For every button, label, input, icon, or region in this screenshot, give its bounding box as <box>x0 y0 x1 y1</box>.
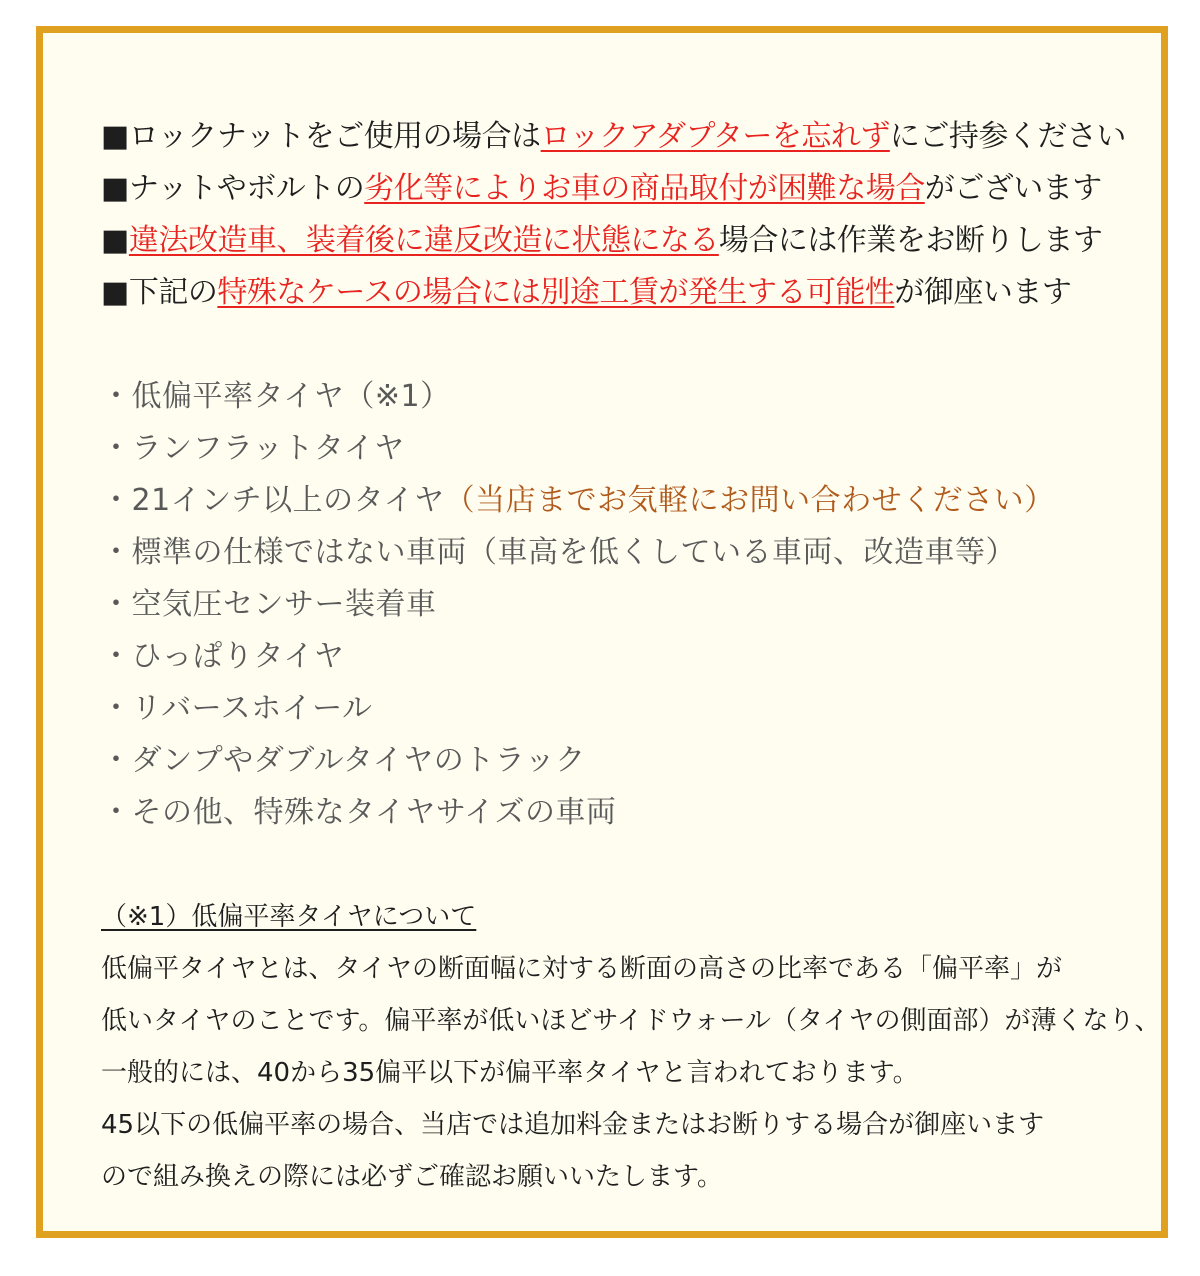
warning-prefix: ■ロックナットをご使用の場合は <box>101 119 541 154</box>
case-text: ・低偏平率タイヤ（※1） <box>101 379 451 414</box>
case-item <box>101 423 1161 475</box>
case-item <box>101 787 1161 839</box>
warning-suffix: がございます <box>924 171 1102 206</box>
case-text: ・空気圧センサー装着車 <box>101 587 437 622</box>
case-item <box>101 683 1161 735</box>
warning-emphasis: 特殊なケースの場合には別途工賃が発生する可能性 <box>217 275 895 310</box>
case-note: （当店までお気軽にお問い合わせください） <box>444 483 1055 518</box>
warning-emphasis: 劣化等によりお車の商品取付が困難な場合 <box>364 171 925 206</box>
warning-item <box>101 267 1161 319</box>
case-text: ・21インチ以上のタイヤ <box>101 483 445 518</box>
warning-suffix: にご持参ください <box>889 119 1126 154</box>
warning-prefix: ■ナットやボルトの <box>101 171 365 206</box>
warning-suffix: 場合には作業をお断りします <box>718 223 1103 258</box>
warning-item <box>101 163 1161 215</box>
footnote-line: 低いタイヤのことです。偏平率が低いほどサイドウォール（タイヤの側面部）が薄くなり、 <box>101 1006 1161 1036</box>
notice-card <box>36 26 1168 1238</box>
footnote-line: 低偏平タイヤとは、タイヤの断面幅に対する断面の高さの比率である「偏平率」が <box>101 954 1062 984</box>
footnote-line: 一般的には、40から35偏平以下が偏平率タイヤと言われております。 <box>101 1058 919 1088</box>
warning-emphasis: 違法改造車、装着後に違反改造に状態になる <box>128 223 719 258</box>
footnote-title: （※1）低偏平率タイヤについて <box>101 902 477 932</box>
footnote-section <box>101 891 1161 1203</box>
case-text: ・ひっぱりタイヤ <box>101 639 345 674</box>
case-text: ・ダンプやダブルタイヤのトラック <box>101 743 586 778</box>
case-item <box>101 735 1161 787</box>
case-text: ・標準の仕様ではない車両（車高を低くしている車両、改造車等） <box>101 535 1016 570</box>
notice-content <box>101 111 1161 1203</box>
case-text: ・リバースホイール <box>101 691 373 726</box>
warning-prefix: ■ <box>101 223 129 258</box>
warning-item <box>101 215 1161 267</box>
case-text: ・その他、特殊なタイヤサイズの車両 <box>101 795 617 830</box>
case-item <box>101 527 1161 579</box>
footnote-line: ので組み換えの際には必ずご確認お願いいたします。 <box>101 1162 723 1192</box>
case-item <box>101 579 1161 631</box>
footnote-line: 45以下の低偏平率の場合、当店では追加料金またはお断りする場合が御座います <box>101 1110 1045 1140</box>
warning-prefix: ■下記の <box>101 275 218 310</box>
case-item <box>101 631 1161 683</box>
case-text: ・ランフラットタイヤ <box>101 431 405 466</box>
case-item <box>101 475 1161 527</box>
case-item <box>101 371 1161 423</box>
warning-emphasis: ロックアダプターを忘れず <box>540 119 890 154</box>
special-case-list <box>101 371 1161 839</box>
warning-list <box>101 111 1161 319</box>
warning-suffix: が御座います <box>894 275 1072 310</box>
warning-item <box>101 111 1161 163</box>
